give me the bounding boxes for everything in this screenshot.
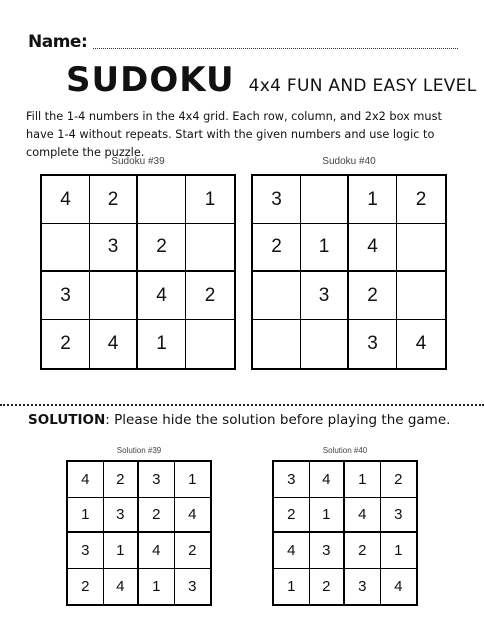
grid-cell: 2 [349, 272, 397, 320]
grid-cell: 3 [274, 462, 310, 498]
title-main: SUDOKU [66, 60, 235, 100]
grid-cell: 3 [139, 462, 175, 498]
grid-cell: 3 [301, 272, 349, 320]
grid-cell[interactable] [138, 176, 186, 224]
grid-cell: 4 [139, 533, 175, 569]
grid-cell: 4 [175, 498, 211, 534]
grid-cell: 2 [139, 498, 175, 534]
grid-cell: 4 [345, 498, 381, 534]
name-row [28, 32, 458, 52]
grid-cell: 1 [301, 224, 349, 272]
grid-cell[interactable] [397, 224, 445, 272]
grid-cell: 4 [90, 320, 138, 368]
grid-cell: 4 [138, 272, 186, 320]
solution-title-40: Solution #40 [322, 446, 368, 455]
grid-cell: 3 [345, 569, 381, 605]
grid-cell: 2 [310, 569, 346, 605]
solution-heading [28, 412, 450, 428]
puzzle-grid-40 [251, 174, 447, 370]
page-title [66, 60, 476, 100]
grid-cell: 1 [175, 462, 211, 498]
solution-grid-39 [66, 460, 212, 606]
grid-cell: 3 [253, 176, 301, 224]
grid-cell: 1 [349, 176, 397, 224]
puzzle-title-40: Sudoku #40 [322, 156, 376, 167]
instructions: Fill the 1-4 numbers in the 4x4 grid. Each row, column, and 2x2 box must have 1-4 without repeats. Start with the given numbers and use logic to complete the puzzle. [26, 110, 442, 159]
name-line[interactable] [93, 47, 458, 49]
grid-cell: 4 [68, 462, 104, 498]
puzzle-title-39: Sudoku #39 [111, 156, 165, 167]
title-subtitle: 4x4 FUN AND EASY LEVEL [248, 76, 477, 96]
grid-cell: 1 [139, 569, 175, 605]
grid-cell: 1 [104, 533, 140, 569]
grid-cell: 1 [345, 462, 381, 498]
grid-cell: 1 [138, 320, 186, 368]
grid-cell[interactable] [397, 272, 445, 320]
grid-cell: 4 [394, 577, 403, 595]
grid-cell: 4 [42, 176, 90, 224]
divider [0, 404, 484, 406]
grid-cell: 3 [104, 498, 140, 534]
grid-cell: 3 [381, 498, 417, 534]
grid-cell[interactable] [253, 272, 301, 320]
grid-cell: 2 [175, 533, 211, 569]
grid-cell: 2 [381, 462, 417, 498]
grid-cell[interactable] [42, 224, 90, 272]
grid-cell[interactable] [186, 224, 234, 272]
grid-cell: 4 [104, 569, 140, 605]
grid-cell[interactable] [301, 176, 349, 224]
grid-cell: 1 [274, 569, 310, 605]
grid-cell: 2 [345, 533, 381, 569]
grid-cell: 4 [349, 224, 397, 272]
grid-cell: 2 [68, 569, 104, 605]
grid-cell: 2 [274, 498, 310, 534]
grid-cell: 2 [104, 462, 140, 498]
solution-text: : Please hide the solution before playing the game. [105, 412, 451, 428]
grid-cell: 2 [397, 176, 445, 224]
grid-cell[interactable] [253, 320, 301, 368]
grid-cell: 1 [68, 498, 104, 534]
solution-label: SOLUTION [28, 412, 106, 428]
grid-cell: 3 [42, 272, 90, 320]
grid-cell: 2 [186, 272, 234, 320]
grid-cell: 3 [310, 533, 346, 569]
grid-cell: 1 [381, 533, 417, 569]
grid-cell: 3 [188, 577, 197, 595]
grid-cell: 4 [274, 533, 310, 569]
name-label: Name: [28, 32, 88, 52]
grid-cell: 1 [186, 176, 234, 224]
grid-cell: 3 [349, 320, 397, 368]
grid-cell[interactable] [90, 272, 138, 320]
grid-cell: 2 [42, 320, 90, 368]
grid-cell[interactable] [186, 320, 234, 368]
grid-cell: 3 [68, 533, 104, 569]
grid-cell: 4 [310, 462, 346, 498]
solution-grid-40 [272, 460, 418, 606]
grid-cell: 4 [415, 333, 427, 354]
grid-cell: 3 [90, 224, 138, 272]
grid-cell[interactable] [301, 320, 349, 368]
grid-cell: 1 [310, 498, 346, 534]
puzzle-grid-39 [40, 174, 236, 370]
solution-title-39: Solution #39 [116, 446, 162, 455]
grid-cell: 2 [138, 224, 186, 272]
grid-cell: 2 [90, 176, 138, 224]
grid-cell: 2 [253, 224, 301, 272]
